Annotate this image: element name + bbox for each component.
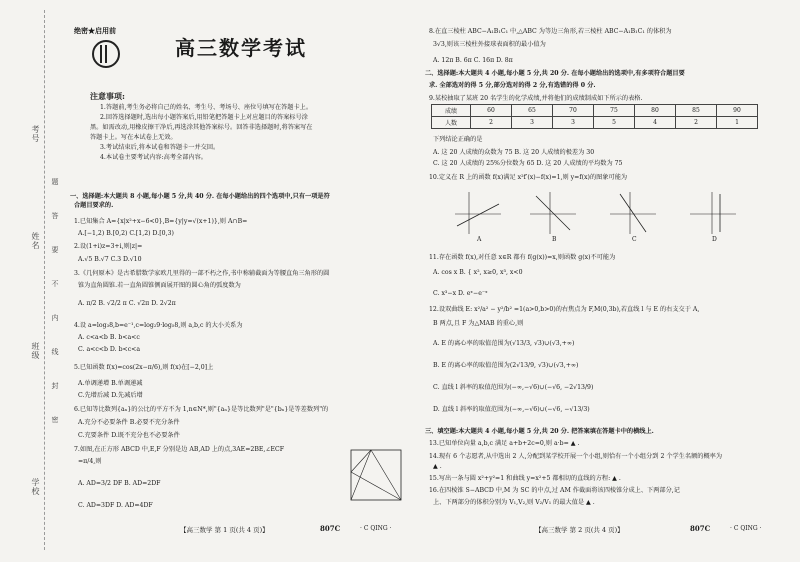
question-line: 12.设双曲线 E: x²/a² − y²/b² =1(a>0,b>0)的右焦点为 F,M(0,3b),若直线 l 与 E 的右支交于 A, xyxy=(429,306,700,313)
margin-warn-char: 不 xyxy=(51,280,59,288)
left-column xyxy=(70,0,420,562)
margin-warn-char: 封 xyxy=(51,382,59,390)
exam-title: 高三数学考试 xyxy=(175,36,307,60)
question-line: 3.《几何原本》是古希腊数学家欧几里得的一部不朽之作,书中称辅截面为等腰直角三角形的圆 xyxy=(74,270,330,277)
option-line: C. a<c<b D. b<c<a xyxy=(78,346,141,353)
page-footer-right: 【高三数学 第 2 页(共 4 页)】 xyxy=(535,526,624,534)
notice-line: 4.本试卷主要考试内容:高考全部内容。 xyxy=(100,154,207,161)
question-line: 1.已知集合 A={x|x²+x−6<0},B={y|y=√(x+1)},则 A∩B= xyxy=(74,218,248,225)
option-line: A. π/2 B. √2/2 π C. √2π D. 2√2π xyxy=(78,300,176,307)
table-cell: 65 xyxy=(512,105,553,117)
notice-heading: 注意事项: xyxy=(90,91,125,101)
graph-label-d: D xyxy=(712,236,717,243)
option-line: D. 直线 l 斜率的取值范围为(−∞,−√6)∪(−√6, −√13/3) xyxy=(433,406,590,413)
table-cell: 2 xyxy=(676,117,717,129)
question-line: =π/4,则 xyxy=(78,458,102,465)
table-cell: 1 xyxy=(717,117,758,129)
question-line: 2.设(1+i)z=3+i,则|z|= xyxy=(74,243,143,250)
option-line: C. 直线 l 斜率的取值范围为(−∞,−√6)∪(−√6, −2√13/9) xyxy=(433,384,594,391)
answer-blank[interactable]: ▲ . xyxy=(433,463,442,470)
question-line: 10.定义在 R 上的函数 f(x)满足 x²f′(x)−f(x)=1,则 y=f(x)的图象可能为 xyxy=(429,174,628,181)
margin-label-school: 学校 xyxy=(31,478,40,496)
page-footer-left: 【高三数学 第 1 页(共 4 页)】 xyxy=(180,526,269,534)
question-line: 锥为直角圆锥.若一直角圆锥侧面展开图的圆心角的弧度数为 xyxy=(78,282,241,289)
option-line: C.先增后减 D.先减后增 xyxy=(78,392,143,399)
graph-option-c xyxy=(610,190,656,234)
margin-warn-char: 要 xyxy=(51,246,59,254)
graph-option-a xyxy=(455,190,501,234)
option-line: A.单调递增 B.单调递减 xyxy=(78,380,143,387)
option-line: A.充分不必要条件 B.必要不充分条件 xyxy=(78,419,180,426)
margin-warn-char: 密 xyxy=(51,416,59,424)
notice-line: 2.回答选择题时,选出每小题答案后,用铅笔把答题卡上对应题目的答案标号涂 xyxy=(100,114,308,121)
question-line: 下列结论正确的是 xyxy=(433,136,483,143)
footer-brand: · C QING · xyxy=(360,525,392,532)
table-cell: 85 xyxy=(676,105,717,117)
graph-option-b xyxy=(530,190,576,234)
option-line: A. c<a<b B. b<a<c xyxy=(78,334,140,341)
option-line: A. 这 20 人成绩的众数为 75 B. 这 20 人成绩的极差为 30 xyxy=(433,149,595,156)
margin-label-name: 姓名 xyxy=(31,232,40,250)
option-line: A.√5 B.√7 C.3 D.√10 xyxy=(78,256,142,263)
publisher-logo-icon xyxy=(92,40,120,68)
score-table xyxy=(431,104,758,129)
footer-brand: · C QING · xyxy=(730,525,762,532)
option-line: A. 12π B. 6π C. 16π D. 8π xyxy=(433,57,513,64)
margin-warn-char: 内 xyxy=(51,314,59,322)
section-heading-1-cont: 合题目要求的. xyxy=(74,202,114,209)
square-figure xyxy=(345,444,407,506)
question-line: 9.某校抽取了某班 20 名学生的化学成绩,并将他们的成绩制成如下所示的表格. xyxy=(429,95,643,102)
notice-line: 黑。如需改动,用橡皮擦干净后,再选涂其他答案标号。回答非选择题时,将答案写在 xyxy=(90,124,313,131)
question-line: 6.已知等比数列{aₙ}的公比的平方不为 1,n∈N*,则"{aₙ}是等比数列"是"{bₙ}是等差数列"的 xyxy=(74,406,329,413)
question-line: 3√3,则该三棱柱外接球表面积的最小值为 xyxy=(433,41,546,48)
right-column xyxy=(425,0,795,562)
question-line: 7.如图,在正方形 ABCD 中,E,F 分别是边 AB,AD 上的点,3AE=2BE,∠ECF xyxy=(74,446,285,453)
notice-line: 3.考试结束后,将本试卷和答题卡一并交回。 xyxy=(100,144,220,151)
option-line: A. AD=3/2 DF B. AD=2DF xyxy=(78,480,161,487)
question-line: 14.现有 6 个志愿者,从中选出 2 人,分配到某学校开展一个小组,则恰有一个小组分到 2 个学生名额的概率为 xyxy=(429,453,723,460)
section-heading-2-cont: 求. 全部选对的得 5 分,部分选对的得 2 分,有选错的得 0 分. xyxy=(429,82,596,89)
question-line: 5.已知函数 f(x)=cos(2x−π/6),则 f(x)在[−2,0]上 xyxy=(74,364,214,371)
table-cell: 60 xyxy=(471,105,512,117)
option-line: C. 这 20 人成绩的 25%分位数为 65 D. 这 20 人成绩的平均数为 75 xyxy=(433,160,623,167)
question-line: 4.设 a=log₃8,b=e⁻¹,c=log₂9·log₅8,则 a,b,c 的大小关系为 xyxy=(74,322,243,329)
option-line: C.充要条件 D.既不充分也不必要条件 xyxy=(78,432,180,439)
binding-margin xyxy=(0,0,62,562)
graph-option-d xyxy=(690,190,736,234)
option-line: A. cos x B. { x², x≥0, x³, x<0 xyxy=(433,269,523,276)
question-line: 16.在四棱锥 S−ABCD 中,M 为 SC 的中点,过 AM 作截面将该四棱锥分成上、下两部分,记 xyxy=(429,487,680,494)
margin-warn-char: 答 xyxy=(51,212,59,220)
margin-label-class: 班级 xyxy=(31,342,40,360)
margin-warn-char: 题 xyxy=(51,178,59,186)
graph-label-c: C xyxy=(632,236,637,243)
graph-label-a: A xyxy=(477,236,482,243)
confidential-label: 绝密★启用前 xyxy=(74,26,116,35)
table-cell: 3 xyxy=(553,117,594,129)
table-header-cell: 人数 xyxy=(432,117,471,129)
table-cell: 5 xyxy=(594,117,635,129)
option-line: A. E 的离心率的取值范围为(√13/3, √3)∪(√3,+∞) xyxy=(433,340,575,347)
footer-code: 807C xyxy=(320,524,341,533)
question-line: 上、下两部分的体积分别为 V₁,V₂,则 V₂/V₁ 的最大值是 ▲ . xyxy=(433,499,595,506)
graph-label-b: B xyxy=(552,236,557,243)
question-line: 8.在直三棱柱 ABC−A₁B₁C₁ 中,△ABC 为等边三角形,若三棱柱 ABC−A₁B₁C₁ 的体积为 xyxy=(429,28,672,35)
margin-warn-char: 线 xyxy=(51,348,59,356)
table-cell: 2 xyxy=(471,117,512,129)
table-cell: 4 xyxy=(635,117,676,129)
margin-label-exam-number: 考号 xyxy=(31,125,40,143)
table-cell: 90 xyxy=(717,105,758,117)
table-row xyxy=(432,105,758,117)
table-cell: 70 xyxy=(553,105,594,117)
option-line: A.[−1,2) B.[0,2) C.[1,2) D.[0,3) xyxy=(78,230,174,237)
footer-code: 807C xyxy=(690,524,711,533)
option-line: B. E 的离心率的取值范围为(2√13/9, √3)∪(√3,+∞) xyxy=(433,362,579,369)
question-line: 11.存在函数 f(x),对任意 x∈R 都有 f(g(x))=x,则函数 g(x)不可能为 xyxy=(429,254,616,261)
section-heading-1: 一、选择题:本大题共 8 小题,每小题 5 分,共 40 分. 在每小题给出的四个选项中,只有一项是符 xyxy=(70,193,330,200)
table-cell: 3 xyxy=(512,117,553,129)
question-line: 13.已知单位向量 a,b,c 满足 a+b+2c=0,则 a·b= ▲ . xyxy=(429,440,580,447)
table-cell: 80 xyxy=(635,105,676,117)
section-heading-2: 二、选择题:本大题共 4 小题,每小题 5 分,共 20 分. 在每小题给出的选项中,有多项符合题目要 xyxy=(425,70,685,77)
notice-line: 1.答题前,考生务必将自己的姓名、考生号、考场号、座位号填写在答题卡上。 xyxy=(100,104,313,111)
table-header-cell: 成绩 xyxy=(432,105,471,117)
table-row xyxy=(432,117,758,129)
notice-line: 答题卡上。写在本试卷上无效。 xyxy=(90,134,177,141)
table-cell: 75 xyxy=(594,105,635,117)
section-heading-3: 三、填空题:本大题共 4 小题,每小题 5 分,共 20 分. 把答案填在答题卡中的横线上. xyxy=(425,428,654,435)
question-line: 15.写出一条与圆 x²+y²=1 和曲线 y=x²+5 都相切的直线的方程: ▲ . xyxy=(429,475,621,482)
question-line: B 两点,且 F 为△MAB 的重心,则 xyxy=(433,320,524,327)
option-line: C. x³−x D. eˣ−e⁻ˣ xyxy=(433,290,488,297)
option-line: C. AD=3DF D. AD=4DF xyxy=(78,502,153,509)
binding-dashed-line xyxy=(44,10,45,550)
